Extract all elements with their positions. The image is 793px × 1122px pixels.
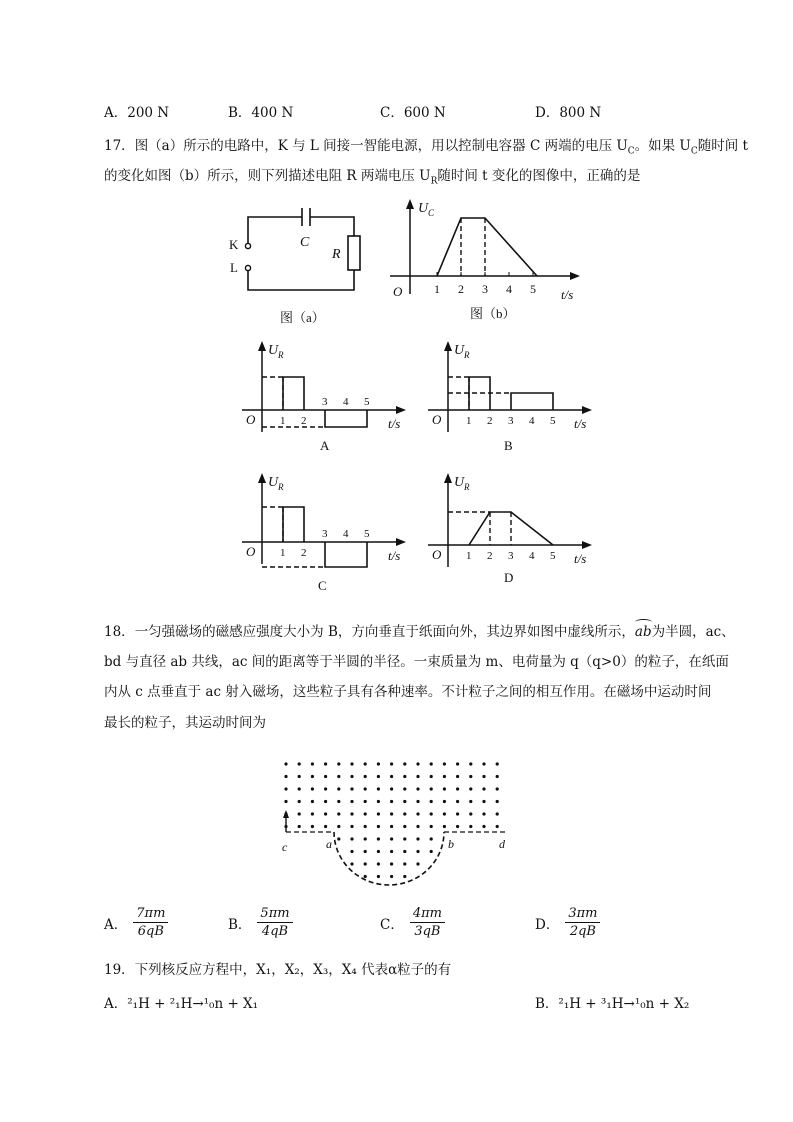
field-dot	[482, 800, 485, 803]
field-dot	[337, 812, 340, 815]
field-dot	[430, 787, 433, 790]
field-dot	[496, 812, 499, 815]
axis-y-arrow	[258, 473, 266, 483]
field-dot	[311, 812, 314, 815]
field-dot	[390, 875, 393, 878]
field-dot	[390, 812, 393, 815]
tick-label-4: 4	[529, 550, 535, 562]
field-dot	[430, 812, 433, 815]
field-dot	[284, 775, 287, 778]
point-a: a	[326, 837, 332, 851]
field-dot	[377, 775, 380, 778]
circuit-wire-top	[248, 217, 302, 244]
origin: O	[432, 412, 442, 427]
field-dot	[416, 787, 419, 790]
field-dot	[403, 775, 406, 778]
field-dot	[337, 825, 340, 828]
field-dot	[390, 850, 393, 853]
field-dot	[364, 837, 367, 840]
graph-c-name: C	[318, 578, 327, 593]
graph-d-name: D	[504, 570, 514, 585]
ur-positive	[283, 377, 304, 410]
field-dot	[377, 875, 380, 878]
field-dot	[298, 800, 301, 803]
graph-c	[240, 470, 420, 598]
field-dot	[377, 800, 380, 803]
field-dot	[443, 787, 446, 790]
tick-label-5: 5	[530, 282, 536, 296]
terminal-l	[245, 265, 250, 270]
field-dot	[443, 800, 446, 803]
tick-label-5: 5	[364, 528, 370, 540]
circuit-figure-a	[220, 200, 370, 330]
q18-option-d: D． $\frac{3\pi m}{2qB}$	[535, 906, 600, 939]
field-dot	[298, 775, 301, 778]
field-dot	[496, 825, 499, 828]
field-dot	[298, 825, 301, 828]
tick-label-2: 2	[458, 282, 464, 296]
q17-line-1: 17．图（a）所示的电路中，K 与 L 间接一智能电源，用以控制电容器 C 两端的电压 $U_C$。如果 $U_C$随时间 t	[104, 138, 748, 157]
field-dot	[364, 825, 367, 828]
field-dot	[403, 862, 406, 865]
field-dot	[350, 850, 353, 853]
origin: O	[393, 284, 403, 299]
field-dot	[350, 787, 353, 790]
field-dot	[469, 812, 472, 815]
field-dot	[430, 775, 433, 778]
field-dot	[403, 875, 406, 878]
field-dot	[496, 762, 499, 765]
field-dot	[469, 787, 472, 790]
graph-b	[426, 338, 606, 456]
field-dot	[469, 800, 472, 803]
tick-label-2: 2	[301, 547, 307, 559]
field-dot	[364, 875, 367, 878]
field-dot	[298, 762, 301, 765]
semicircle-boundary	[334, 832, 444, 885]
origin: O	[246, 544, 256, 559]
field-dot	[350, 762, 353, 765]
field-dot	[364, 787, 367, 790]
tick-label-1: 1	[280, 415, 286, 427]
field-dot	[350, 837, 353, 840]
field-dot	[377, 837, 380, 840]
field-dot	[390, 862, 393, 865]
ur-low	[511, 393, 553, 410]
field-dot	[430, 762, 433, 765]
ylabel-sub: R	[464, 350, 470, 360]
field-dot	[311, 787, 314, 790]
field-dot	[350, 800, 353, 803]
field-dot	[337, 787, 340, 790]
tick-label-1: 1	[466, 415, 472, 427]
xlabel: t/s	[388, 548, 401, 563]
ylabel-sub: R	[464, 482, 470, 492]
arc-ab: ab	[635, 624, 652, 640]
q18-line-2: bd 与直径 ab 共线，ac 间的距离等于半圆的半径。一束质量为 m、电荷量为 q（q>0）的粒子，在纸面	[104, 654, 729, 670]
q19-option-a: A．²₁H + ²₁H→¹₀n + X₁	[104, 996, 259, 1012]
field-dot	[416, 800, 419, 803]
tick-label-5: 5	[550, 415, 556, 427]
field-dot	[311, 825, 314, 828]
tick-label-1: 1	[434, 282, 440, 296]
field-dot	[324, 800, 327, 803]
field-dot	[482, 787, 485, 790]
field-dot	[496, 787, 499, 790]
field-dot	[482, 762, 485, 765]
field-dot	[377, 850, 380, 853]
ylabel: U	[454, 475, 465, 490]
tick-label-2: 2	[301, 415, 307, 427]
caption-a: 图（a）	[280, 310, 325, 325]
axis-y-arrow	[258, 341, 266, 351]
terminal-k	[245, 243, 250, 248]
origin: O	[432, 547, 442, 562]
field-dot	[324, 775, 327, 778]
tick-label-3: 3	[508, 415, 514, 427]
field-dot	[403, 762, 406, 765]
field-dot	[496, 800, 499, 803]
field-dot	[284, 800, 287, 803]
tick-label-4: 4	[343, 396, 349, 408]
label-k: K	[229, 237, 239, 252]
magnetic-field-figure	[278, 756, 518, 892]
field-dot	[377, 762, 380, 765]
field-dot	[377, 825, 380, 828]
field-dot	[403, 787, 406, 790]
field-dot	[390, 762, 393, 765]
field-dot	[430, 837, 433, 840]
point-d: d	[499, 837, 505, 851]
field-dot	[496, 775, 499, 778]
field-dot	[456, 812, 459, 815]
circuit-wire-bottom	[248, 270, 354, 290]
q18-options	[104, 906, 744, 946]
tick-label-3: 3	[322, 528, 328, 540]
field-dot	[403, 825, 406, 828]
field-dot	[350, 862, 353, 865]
field-dot	[350, 812, 353, 815]
field-dot	[324, 825, 327, 828]
field-dot	[443, 775, 446, 778]
graph-d	[426, 470, 606, 588]
q18-line-3: 内从 c 点垂直于 ac 射入磁场，这些粒子具有各种速率。不计粒子之间的相互作用。在磁场中运动时间	[104, 684, 712, 700]
ylabel-sub: R	[278, 350, 284, 360]
field-dot	[390, 787, 393, 790]
point-c: c	[282, 840, 288, 854]
tick-label-4: 4	[529, 415, 535, 427]
axis-y-arrow	[444, 473, 452, 483]
q18-option-c: C． $\frac{4\pi m}{3qB}$	[380, 906, 445, 939]
field-dot	[311, 775, 314, 778]
field-dot	[350, 775, 353, 778]
figure-b	[385, 196, 585, 326]
q18-option-b: B． $\frac{5\pi m}{4qB}$	[228, 906, 293, 939]
field-dot	[311, 762, 314, 765]
ur-positive	[283, 507, 304, 542]
field-dot	[416, 825, 419, 828]
field-dot	[284, 787, 287, 790]
xlabel: t/s	[574, 416, 587, 431]
xlabel: t/s	[574, 551, 587, 566]
field-dot	[337, 775, 340, 778]
q19-line-1: 19．下列核反应方程中，X₁，X₂，X₃，X₄ 代表α粒子的有	[104, 962, 452, 978]
field-dot	[469, 775, 472, 778]
field-dot	[350, 825, 353, 828]
q16-option-a: A．200 N	[104, 105, 170, 121]
xlabel: t/s	[561, 287, 574, 302]
tick-label-2: 2	[487, 550, 493, 562]
field-dot	[456, 762, 459, 765]
field-dot	[443, 825, 446, 828]
ylabel: U	[454, 343, 465, 358]
field-dot	[390, 775, 393, 778]
field-dot	[456, 775, 459, 778]
ylabel: U	[268, 343, 279, 358]
field-dot	[364, 800, 367, 803]
field-dot	[284, 762, 287, 765]
q18-line-4: 最长的粒子，其运动时间为	[104, 715, 266, 731]
q16-option-d: D．800 N	[535, 105, 602, 121]
graph-a-name: A	[320, 438, 330, 453]
point-b: b	[448, 837, 454, 851]
q18-line-1: 18．一匀强磁场的磁感应强度大小为 B，方向垂直于纸面向外，其边界如图中虚线所示，ab 为半圆，ac、	[104, 620, 735, 640]
field-dot	[364, 762, 367, 765]
axis-x-arrow	[396, 538, 406, 546]
field-dot	[364, 862, 367, 865]
axis-y-arrow	[444, 341, 452, 351]
field-dot	[443, 762, 446, 765]
q17-line-2: 的变化如图（b）所示，则下列描述电阻 R 两端电压 $U_R$随时间 t 变化的图像中，正确的是	[104, 168, 641, 187]
field-dot	[482, 825, 485, 828]
tick-label-4: 4	[343, 528, 349, 540]
field-dot	[403, 812, 406, 815]
field-dots	[284, 762, 498, 878]
tick-label-3: 3	[508, 550, 514, 562]
field-dot	[390, 800, 393, 803]
field-dot	[482, 812, 485, 815]
resistor	[348, 236, 360, 270]
field-dot	[430, 850, 433, 853]
axis-x-arrow	[582, 541, 592, 549]
ylabel-sub: R	[278, 482, 284, 492]
q19-option-b: B．²₁H + ³₁H→¹₀n + X₂	[535, 996, 690, 1012]
q16-option-c: C．600 N	[380, 105, 446, 121]
q18-option-a: A． $\frac{7\pi m}{6qB}$	[104, 906, 168, 939]
field-dot	[456, 800, 459, 803]
field-dot	[298, 812, 301, 815]
tick-label-1: 1	[466, 550, 472, 562]
field-dot	[469, 825, 472, 828]
ur-negative	[325, 542, 367, 567]
field-dot	[430, 825, 433, 828]
field-dot	[364, 775, 367, 778]
tick-label-4: 4	[506, 282, 512, 296]
field-dot	[390, 837, 393, 840]
tick-label-5: 5	[364, 396, 370, 408]
field-dot	[364, 850, 367, 853]
field-dot	[403, 837, 406, 840]
label-c: C	[300, 235, 310, 250]
tick-label-2: 2	[487, 415, 493, 427]
field-dot	[324, 762, 327, 765]
field-dot	[430, 800, 433, 803]
field-dot	[482, 775, 485, 778]
graph-b-name: B	[504, 438, 513, 453]
ylabel-sub: C	[428, 208, 435, 218]
axis-y-arrow	[406, 199, 414, 209]
field-dot	[416, 762, 419, 765]
tick-label-1: 1	[280, 547, 286, 559]
xlabel: t/s	[388, 416, 401, 431]
field-dot	[416, 862, 419, 865]
label-l: L	[230, 260, 238, 275]
field-dot	[377, 787, 380, 790]
field-dot	[403, 800, 406, 803]
axis-x-arrow	[582, 406, 592, 414]
axis-x-arrow	[396, 406, 406, 414]
field-dot	[377, 812, 380, 815]
field-dot	[377, 862, 380, 865]
caption-b: 图（b）	[470, 306, 516, 321]
field-dot	[311, 800, 314, 803]
field-dot	[416, 812, 419, 815]
field-dot	[337, 800, 340, 803]
ur-negative	[325, 410, 367, 427]
field-dot	[403, 850, 406, 853]
field-dot	[416, 775, 419, 778]
field-dot	[324, 812, 327, 815]
field-dot	[416, 837, 419, 840]
field-dot	[456, 825, 459, 828]
ylabel: U	[418, 201, 429, 216]
ylabel: U	[268, 475, 279, 490]
field-dot	[443, 812, 446, 815]
circuit-wire-right	[310, 217, 354, 236]
tick-label-3: 3	[322, 396, 328, 408]
velocity-arrow-head	[283, 810, 289, 818]
field-dot	[390, 825, 393, 828]
q16-option-b: B．400 N	[228, 105, 294, 121]
field-dot	[324, 787, 327, 790]
uc-curve	[437, 218, 537, 276]
tick-label-3: 3	[482, 282, 488, 296]
field-dot	[298, 787, 301, 790]
field-dot	[416, 850, 419, 853]
label-r: R	[332, 247, 341, 262]
graph-a	[240, 338, 420, 456]
field-dot	[469, 762, 472, 765]
tick-label-5: 5	[550, 550, 556, 562]
field-dot	[337, 837, 340, 840]
field-dot	[456, 787, 459, 790]
axis-x-arrow	[570, 272, 580, 280]
field-dot	[337, 762, 340, 765]
field-dot	[364, 812, 367, 815]
origin: O	[246, 412, 256, 427]
